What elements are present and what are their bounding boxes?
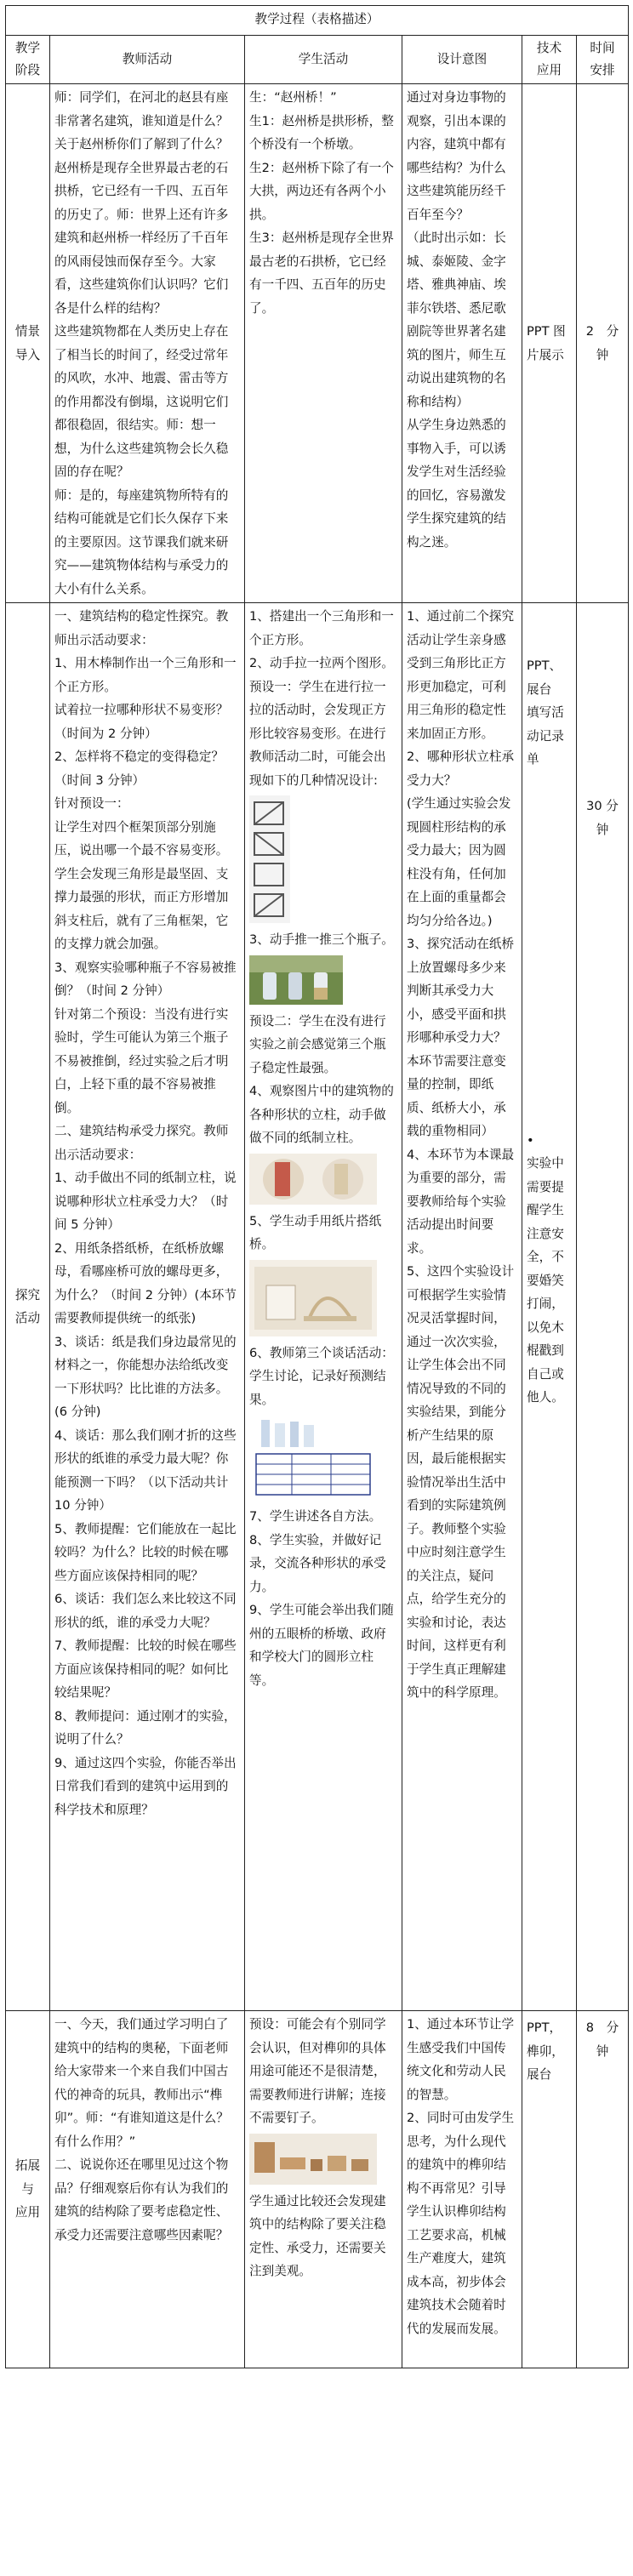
header-teacher: 教师活动 [50,36,245,84]
teacher-paragraph: 8、教师提问：通过刚才的实验，说明了什么？ [54,1708,237,1747]
teacher-paragraph: 二、说说你还在哪里见过这个物品？仔细观察后你有认为我们的建筑的结构除了要考虑稳定性、承受力还需要注意哪些因素呢？ [54,2157,229,2243]
teacher-paragraph: 4、谈话：那么我们刚才折的这些形状的纸谁的承受力最大呢？你能预测一下吗？（以下活动共计 10 分钟） [54,1428,237,1513]
header-student: 学生活动 [245,36,402,84]
paper-bridge-photo [249,1260,397,1336]
student-paragraph: 生2：赵州桥下除了有一个大拱，两边还有各两个小拱。 [249,160,394,222]
table-row [6,603,629,2011]
teacher-paragraph: 一、建筑结构的稳定性探究。教师出示活动要求： [54,609,229,647]
teacher-paragraph: 1、动手做出不同的纸制立柱，说说哪种形状立柱承受力大？（时间 5 分钟） [54,1171,237,1232]
student-paragraph: 7、学生讲述各自方法。 [249,1509,382,1524]
time-text: 8 分钟 [585,2020,619,2059]
design-paragraph: 从学生身边熟悉的事物入手，可以诱发学生对生活经验的回忆，容易激发学生探究建筑的结构之迷。 [407,418,506,550]
stage-label: 拓展 与 应用 [14,2158,41,2220]
teacher-paragraph: 师：是的，每座建筑物所特有的结构可能就是它们长久保存下来的主要原因。这节课我们就来研究——建筑物体结构与承受力的大小有什么关系。 [54,487,229,596]
record-sheet-image [249,1415,397,1500]
student-paragraph: 学生通过比较还会发现建筑中的结构除了要关注稳定性、承受力，还需要关注到美观。 [249,2193,386,2278]
student-paragraph: 6、教师第三个谈话活动：学生讨论，记录好预测结果。 [249,1345,394,1407]
student-paragraph: 5、学生动手用纸片搭纸桥。 [249,1213,382,1251]
stage-cell [6,2011,50,2368]
teacher-paragraph: 一、今天，我们通过学习明白了建筑中的结构的奥秘，下面老师给大家带来一个来自我们中国古代的神奇的玩具，教师出示“榫卯”。师：“有谁知道这是什么？有什么作用？” [54,2017,229,2149]
student-cell [245,2011,402,2368]
teacher-paragraph: 2、怎样将不稳定的变得稳定？（时间 3 分钟） [54,749,225,788]
design-cell [402,2011,522,2368]
header-tech: 技术 应用 [522,36,577,84]
stage-cell [6,84,50,603]
table-row [6,2011,629,2368]
design-paragraph: 4、本环节为本课最为重要的部分，需要教师给每个实验活动提出时间要求。 [407,1147,515,1256]
header-design: 设计意图 [402,36,522,84]
stage-cell [6,603,50,2011]
design-paragraph: 3、探究活动在纸桥上放置螺母多少来判断其承受力大小，感受平面和拱形哪种承受力大？本环节需要注意变量的控制，即纸质、纸桥大小，承载的重物相同） [407,937,515,1138]
teacher-paragraph: 二、建筑结构承受力探究。教师出示活动要求： [54,1124,229,1162]
student-cell [245,603,402,2011]
time-cell [577,603,629,2011]
tech-bullet: • [527,1132,534,1148]
stage-label: 探究 活动 [14,1287,41,1325]
tech-note: 实验中需要提醒学生注意安全，不要婚笑打闹，以免木棍戳到自己或他人。 [527,1156,564,1405]
design-paragraph: 通过对身边事物的观察，引出本课的内容，建筑中都有哪些结构？为什么这些建筑能历经千百年至今？ [407,90,506,222]
bottles-photo [249,955,397,1005]
student-paragraph: 预设：可能会有个别同学会认识，但对榫卯的具体用途可能还不是很清楚，需要教师进行讲解；连接不需要钉子。 [249,2017,386,2125]
header-time: 时间 安排 [577,36,629,84]
teacher-paragraph: 2、用纸条搭纸桥，在纸桥放螺母，看哪座桥可放的螺母更多，为什么？（时间 2 分钟）(本环节需要教师提供统一的纸张) [54,1240,237,1325]
design-paragraph: （此时出示如：长城、泰姬陵、金字塔、雅典神庙、埃菲尔铁塔、悉尼歌剧院等世界著名建筑的图片，师生互动说出建筑物的名称和结构） [407,231,506,409]
design-paragraph: 1、通过本环节让学生感受我们中国传统文化和劳动人民的智慧。 [407,2017,515,2102]
student-paragraph: 生：“赵州桥！” [249,90,337,105]
time-text: 2 分钟 [585,324,619,362]
teacher-paragraph: 让学生对四个框架顶部分别施压，说出哪一个最不容易变形。学生会发现三角形是最坚固、支撑力最强的形状，而正方形增加斜支柱后，就有了三角框架，它的支撑力就会加强。 [54,819,229,951]
student-paragraph: 生3：赵州桥是现存全世界最古老的石拱桥，它已经有一千四、五百年的历史了。 [249,231,394,316]
teacher-paragraph: 3、观察实验哪种瓶子不容易被推倒？（时间 2 分钟） [54,960,237,998]
mortise-tenon-photo [249,2134,397,2185]
tech-text: PPT、展台 填写活动记录单 [527,658,564,767]
design-paragraph: 2、哪种形状立柱承受力大？ [407,749,515,788]
pillars-photo [249,1154,397,1205]
time-cell [577,2011,629,2368]
student-paragraph: 4、观察图片中的建筑物的各种形状的立柱，动手做做不同的纸制立柱。 [249,1084,394,1145]
design-paragraph: 1、通过前二个探究活动让学生亲身感受到三角形比正方形更加稳定，可利用三角形的稳定性来加固正方形。 [407,609,515,741]
tech-text: PPT，榫卯，展台 [527,2020,564,2082]
student-paragraph: 3、动手推一推三个瓶子。 [249,932,394,947]
teacher-paragraph: 3、谈话：纸是我们身边最常见的材料之一，你能想办法给纸改变一下形状吗？比比谁的方法多。(6 分钟) [54,1334,237,1419]
design-paragraph: 2、同时可由发学生思考，为什么现代的建筑中的榫卯结构不再常见？引导学生认识榫卯结构工艺要求高，机械生产难度大，建筑成本高，初步体会建筑技术会随着时代的发展而发展。 [407,2111,515,2336]
teacher-cell [50,2011,245,2368]
teacher-paragraph: 这些建筑物都在人类历史上存在了相当长的时间了，经受过常年的风吹，水冲、地震、雷击等方的作用都没有倒塌，这说明它们都很稳固，很结实。师：想一想，为什么这些建筑物会长久稳固的存在呢？ [54,324,229,479]
student-paragraph: 预设一：学生在进行拉一拉的活动时，会发现正方形比较容易变形。在进行教师活动二时，可能会出现如下的几种情况设计: [249,679,386,788]
table-row [6,84,629,603]
design-cell [402,603,522,2011]
tech-cell [522,603,577,2011]
student-paragraph: 2、动手拉一拉两个图形。 [249,656,394,670]
teacher-cell [50,84,245,603]
tech-cell [522,84,577,603]
time-text: 30 分钟 [586,799,619,837]
teacher-paragraph: 5、教师提醒：它们能放在一起比较吗？为什么？比较的时候在哪些方面应该保持相同的呢？ [54,1521,237,1583]
tech-text: PPT 图片展示 [527,324,566,362]
table-title: 教学过程（表格描述） [6,6,629,36]
teacher-paragraph: 针对预设一： [54,796,129,811]
teacher-paragraph: 1、用木棒制作出一个三角形和一个正方形。 [54,656,237,694]
time-cell [577,84,629,603]
teacher-cell [50,603,245,2011]
student-paragraph: 生1：赵州桥是拱形桥，整个桥没有一个桥墩。 [249,113,394,151]
header-stage: 教学 阶段 [6,36,50,84]
teacher-paragraph: 9、通过这四个实验，你能否举出日常我们看到的建筑中运用到的科学技术和原理？ [54,1755,237,1817]
student-cell [245,84,402,603]
header-row [6,36,629,84]
design-cell [402,84,522,603]
stage-label: 情景 导入 [14,324,41,362]
design-paragraph: (学生通过实验会发现圆柱形结构的承受力最大；因为圆柱没有角，任何加在上面的重量都会均匀分给各边。) [407,796,511,928]
teacher-paragraph: 6、谈话：我们怎么来比较这不同形状的纸，谁的承受力大呢？ [54,1592,237,1630]
design-paragraph: 5、这四个实验设计可根据学生实验情况灵活掌握时间，通过一次次实验，让学生体会出不同情况导致的不同的实验结果，到能分析产生结果的原因，最后能根据实验情况举出生活中看到的实际建筑例子。教师整个实验中应时刻注意学生的关注点，疑问点，给学生充分的实验和讨论，表达时间，这样更有利于学生真正理解建筑中的科学原理。 [407,1264,515,1700]
student-paragraph: 预设二：学生在没有进行实验之前会感觉第三个瓶子稳定性最强。 [249,1013,386,1075]
student-paragraph: 8、学生实验，并做好记录，交流各种形状的承受力。 [249,1532,386,1594]
student-paragraph: 1、搭建出一个三角形和一个正方形。 [249,609,394,647]
tech-cell [522,2011,577,2368]
teacher-paragraph: 试着拉一拉哪种形状不易变形？（时间为 2 分钟） [54,703,229,741]
teacher-paragraph: 师：同学们，在河北的赵县有座非常著名建筑，谁知道是什么？关于赵州桥你们了解到了什么？赵州桥是现存全世界最古老的石拱桥，它已经有一千四、五百年的历史了。师：世界上还有许多建筑和赵州桥一样经历了千百年的风雨侵蚀而保存至今。大家看，这些建筑你们认识吗？它们各是什么样的结构？ [54,90,229,316]
lesson-plan-table [5,5,629,2368]
teacher-paragraph: 7、教师提醒：比较的时候在哪些方面应该保持相同的呢？如何比较结果呢？ [54,1638,237,1700]
frame-structure-diagram [249,795,397,923]
teacher-paragraph: 针对第二个预设：当没有进行实验时，学生可能认为第三个瓶子不易被推倒，经过实验之后才明白，上轻下重的最不容易被推倒。 [54,1006,229,1115]
student-paragraph: 9、学生可能会举出我们随州的五眼桥的桥墩、政府和学校大门的圆形立柱等。 [249,1603,394,1688]
